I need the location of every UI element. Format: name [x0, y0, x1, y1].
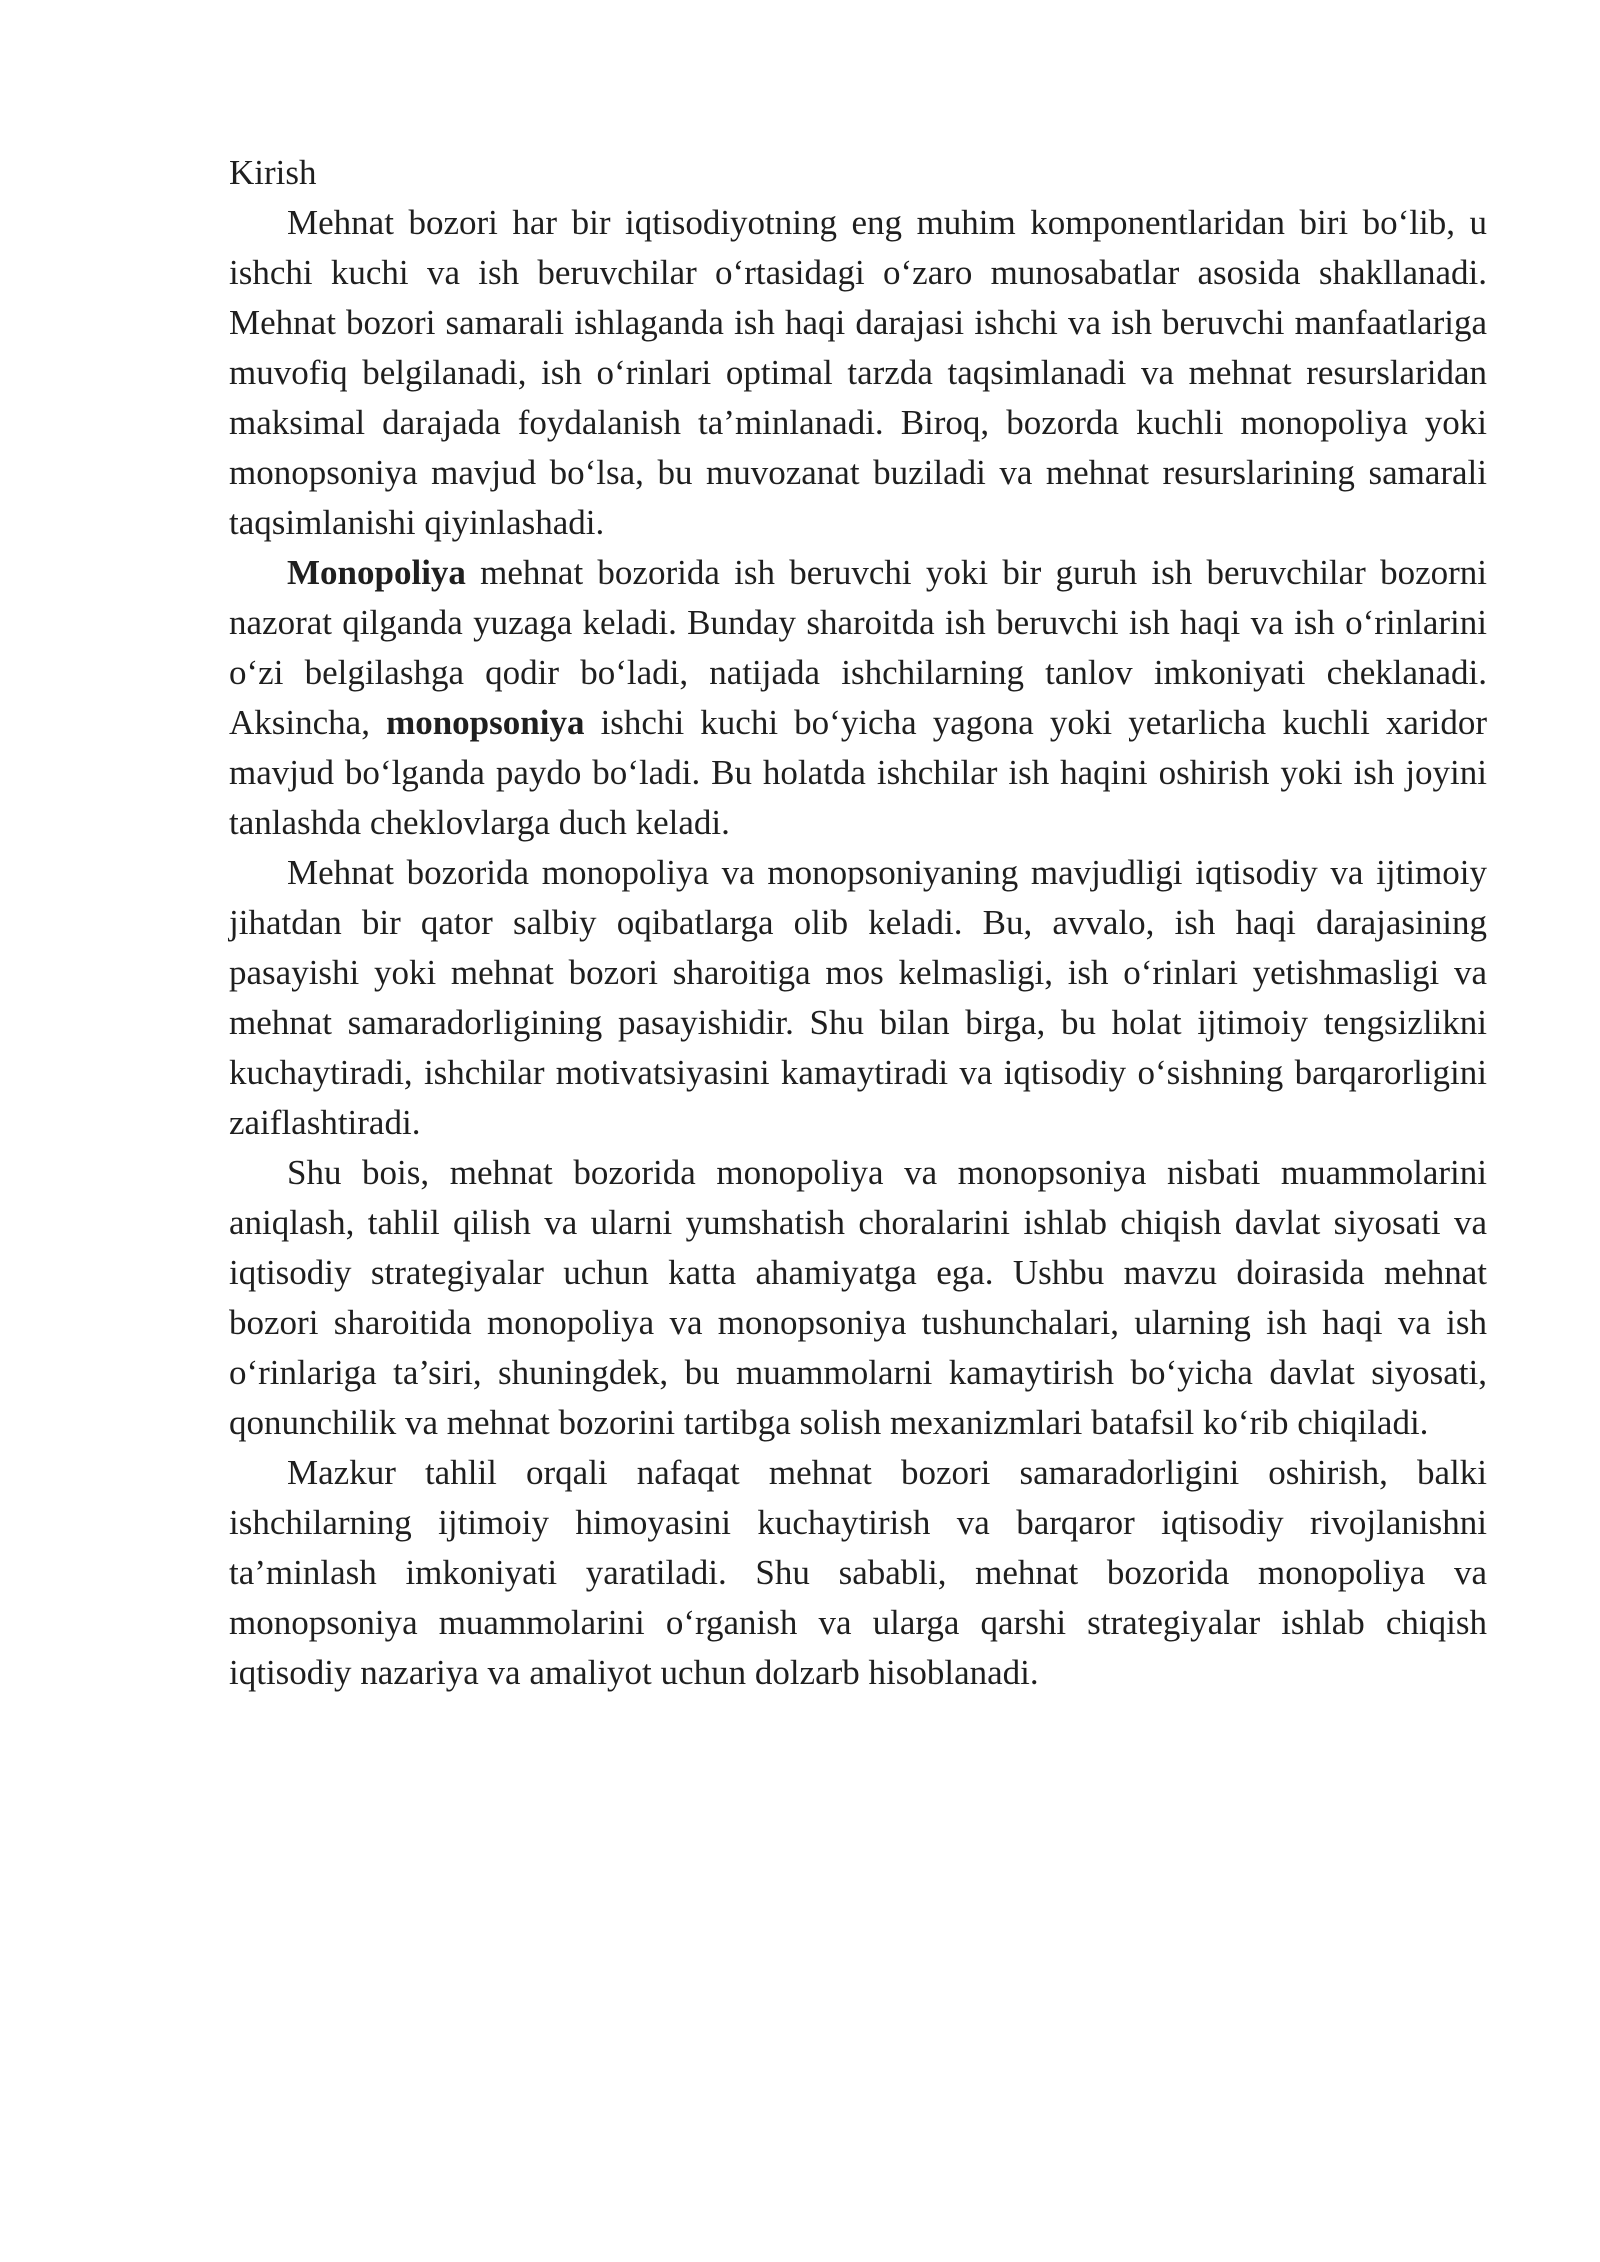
paragraph-definitions [229, 548, 1487, 848]
paragraph-definitions-text-1: mehnat bozorida ish beruvchi yoki bir guruh ish beruvchilar bozorni nazorat qilganda yuzaga keladi. Bunday sharoitda ish beruvchi ish haqi va ish o‘rinlarini o‘zi belgilashga qodir bo‘ladi, natijada ishchilarning tanlov imkoniyati cheklanadi. Aksincha, [229, 553, 1487, 742]
paragraph-consequences: Mehnat bozorida monopoliya va monopsoniyaning mavjudligi iqtisodiy va ijtimoiy jihatdan bir qator salbiy oqibatlarga olib keladi. Bu, avvalo, ish haqi darajasining pasayishi yoki mehnat bozori sharoitiga mos kelmasligi, ish o‘rinlari yetishmasligi va mehnat samaradorligining pasayishidir. Shu bilan birga, bu holat ijtimoiy tengsizlikni kuchaytiradi, ishchilar motivatsiyasini kamaytiradi va iqtisodiy o‘sishning barqarorligini zaiflashtiradi. [229, 853, 1487, 1142]
paragraph-definitions-text-2: ishchi kuchi bo‘yicha yagona yoki yetarlicha kuchli xaridor mavjud bo‘lganda paydo bo‘ladi. Bu holatda ishchilar ish haqini oshirish yoki ish joyini tanlashda cheklovlarga duch keladi. [229, 703, 1487, 842]
paragraph-intro: Mehnat bozori har bir iqtisodiyotning eng muhim komponentlaridan biri bo‘lib, u ishchi kuchi va ish beruvchilar o‘rtasidagi o‘zaro munosabatlar asosida shakllanadi. Mehnat bozori samarali ishlaganda ish haqi darajasi ishchi va ish beruvchi manfaatlariga muvofiq belgilanadi, ish o‘rinlari optimal tarzda taqsimlanadi va mehnat resurslaridan maksimal darajada foydalanish ta’minlanadi. Biroq, bozorda kuchli monopoliya yoki monopsoniya mavjud bo‘lsa, bu muvozanat buziladi va mehnat resurslarining samarali taqsimlanishi qiyinlashadi. [229, 203, 1487, 542]
term-monopoliya: Monopoliya [287, 553, 466, 592]
section-heading: Kirish [229, 153, 317, 192]
term-monopsoniya: monopsoniya [386, 703, 585, 742]
paragraph-policy: Shu bois, mehnat bozorida monopoliya va monopsoniya nisbati muammolarini aniqlash, tahlil qilish va ularni yumshatish choralarini ishlab chiqish davlat siyosati va iqtisodiy strategiyalar uchun katta ahamiyatga ega. Ushbu mavzu doirasida mehnat bozori sharoitida monopoliya va monopsoniya tushunchalari, ularning ish haqi va ish o‘rinlariga ta’siri, shuningdek, bu muammolarni kamaytirish bo‘yicha davlat siyosati, qonunchilik va mehnat bozorini tartibga solish mexanizmlari batafsil ko‘rib chiqiladi. [229, 1153, 1487, 1442]
paragraph-conclusion: Mazkur tahlil orqali nafaqat mehnat bozori samaradorligini oshirish, balki ishchilarning ijtimoiy himoyasini kuchaytirish va barqaror iqtisodiy rivojlanishni ta’minlash imkoniyati yaratiladi. Shu sababli, mehnat bozorida monopoliya va monopsoniya muammolarini o‘rganish va ularga qarshi strategiyalar ishlab chiqish iqtisodiy nazariya va amaliyot uchun dolzarb hisoblanadi. [229, 1453, 1487, 1692]
document-page [229, 148, 1487, 1698]
